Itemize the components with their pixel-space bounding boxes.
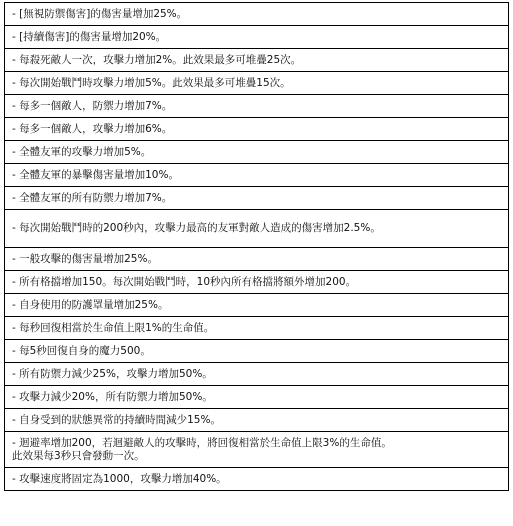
effect-line: - 迴避率增加200，若迴避敵人的攻擊時，將回復相當於生命值上限3%的生命值。	[12, 436, 392, 449]
effect-cell: - 全體友軍的攻擊力增加5%。	[5, 141, 509, 164]
effect-cell: - 一般攻擊的傷害量增加25%。	[5, 248, 509, 271]
effect-cell: - 所有格擋增加150。每次開始戰鬥時，10秒內所有格擋將額外增加200。	[5, 271, 509, 294]
effect-cell: - 全體友軍的暴擊傷害量增加10%。	[5, 164, 509, 187]
table-row	[5, 72, 509, 95]
effect-cell: - 每多一個敵人，攻擊力增加6%。	[5, 118, 509, 141]
effect-cell: - 每殺死敵人一次，攻擊力增加2%。此效果最多可堆疊25次。	[5, 49, 509, 72]
table-row	[5, 3, 509, 26]
table-row	[5, 432, 509, 468]
effect-cell: - 所有防禦力減少25%，攻擊力增加50%。	[5, 363, 509, 386]
effect-cell	[5, 432, 509, 468]
effect-cell: - 每次開始戰鬥時的200秒內，攻擊力最高的友軍對敵人造成的傷害增加2.5%。	[5, 210, 509, 248]
table-row	[5, 248, 509, 271]
table-row	[5, 164, 509, 187]
effect-cell: - 攻擊速度將固定為1000，攻擊力增加40%。	[5, 468, 509, 491]
table-row	[5, 95, 509, 118]
table-row	[5, 271, 509, 294]
table-row	[5, 468, 509, 491]
effect-cell: - 全體友軍的所有防禦力增加7%。	[5, 187, 509, 210]
table-row	[5, 409, 509, 432]
table-row	[5, 386, 509, 409]
table-row	[5, 210, 509, 248]
effect-cell: - 每5秒回復自身的魔力500。	[5, 340, 509, 363]
effect-cell: - 自身使用的防護罩量增加25%。	[5, 294, 509, 317]
table-row	[5, 49, 509, 72]
table-row	[5, 340, 509, 363]
table-row	[5, 363, 509, 386]
effects-table	[4, 2, 509, 491]
table-row	[5, 141, 509, 164]
table-row	[5, 118, 509, 141]
effect-cell: - 每次開始戰鬥時攻擊力增加5%。此效果最多可堆疊15次。	[5, 72, 509, 95]
effect-cell: - [無視防禦傷害]的傷害量增加25%。	[5, 3, 509, 26]
table-row	[5, 26, 509, 49]
effect-cell: - 每多一個敵人，防禦力增加7%。	[5, 95, 509, 118]
effect-cell: - 攻擊力減少20%，所有防禦力增加50%。	[5, 386, 509, 409]
effect-cell: - 每秒回復相當於生命值上限1%的生命值。	[5, 317, 509, 340]
table-row	[5, 317, 509, 340]
table-row	[5, 294, 509, 317]
table-row	[5, 187, 509, 210]
effect-line: 此效果每3秒只會發動一次。	[12, 449, 145, 462]
effect-cell: - 自身受到的狀態異常的持續時間減少15%。	[5, 409, 509, 432]
effect-cell: - [持續傷害]的傷害量增加20%。	[5, 26, 509, 49]
effects-sheet	[4, 2, 509, 491]
